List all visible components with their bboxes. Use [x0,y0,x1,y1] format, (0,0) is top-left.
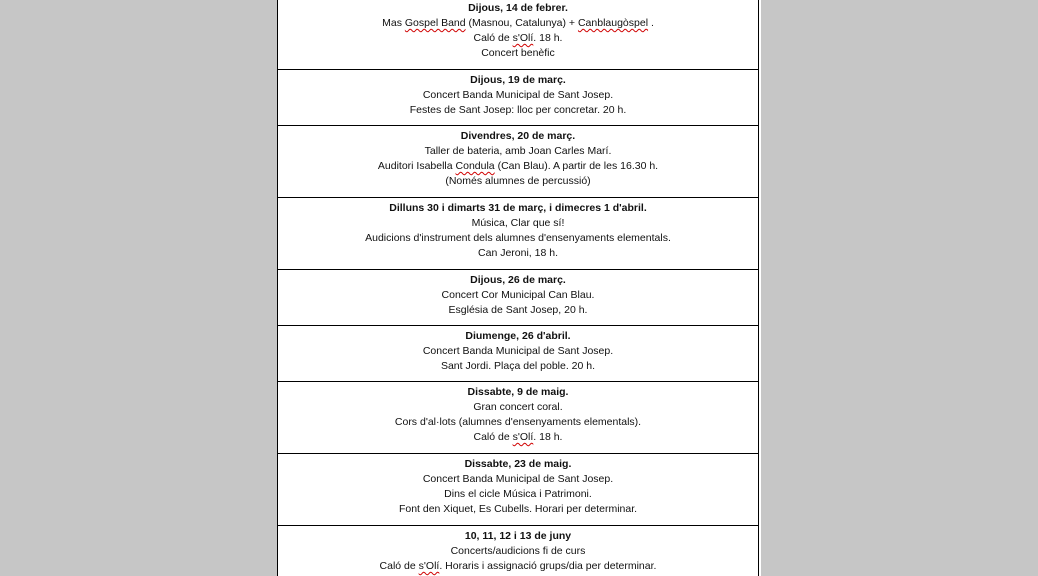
spellcheck-flagged-word: Gospel Band [404,17,466,29]
event-detail-line [278,231,758,246]
event-detail-line [278,144,758,159]
event-cell [277,326,759,382]
spellcheck-flagged-word: s'Olí [512,431,534,443]
text-run: Concert benèfic [481,47,555,59]
text-run: Taller de bateria, amb Joan Carles Marí. [424,145,612,157]
text-run: Audicions d'instrument dels alumnes d'ensenyaments elementals. [365,232,671,244]
spellcheck-flagged-word: Canblaugòspel [577,17,649,29]
event-cell [277,454,759,526]
spellcheck-flagged-word: s'Olí [418,560,440,572]
text-run: Auditori Isabella [377,160,456,172]
event-cell [277,198,759,270]
text-run: Mas [382,17,405,29]
event-detail-line [278,88,758,103]
text-run: Música, Clar que sí! [471,217,565,229]
text-run: Cors d'al·lots (alumnes d'ensenyaments elementals). [394,416,642,428]
event-detail-line [278,359,758,374]
event-detail-line [278,16,758,31]
event-cell [277,382,759,454]
text-run: . 18 h. [533,32,563,44]
event-detail-line [278,103,758,118]
event-detail-line [278,544,758,559]
event-detail-line [278,288,758,303]
text-run: (Només alumnes de percussió) [445,175,591,187]
event-detail-line [278,430,758,445]
text-run: (Can Blau). A partir de les 16.30 h. [494,160,659,172]
event-detail-line [278,400,758,415]
event-date: Diumenge, 26 d'abril. [465,330,571,342]
event-cell [277,526,759,576]
event-detail-line [278,31,758,46]
spellcheck-flagged-word: s'Olí [512,32,534,44]
text-run: Concert Banda Municipal de Sant Josep. [422,89,614,101]
text-run: Caló de [379,560,419,572]
event-detail-line [278,216,758,231]
text-run: Caló de [473,431,513,443]
text-run: Festes de Sant Josep: lloc per concretar. 20 h. [409,104,627,116]
event-detail-line [278,174,758,189]
event-date: Dissabte, 23 de maig. [464,458,572,470]
text-run: Església de Sant Josep, 20 h. [448,304,588,316]
event-detail-line [278,487,758,502]
event-date: Dissabte, 9 de maig. [467,386,569,398]
event-date: Dilluns 30 i dimarts 31 de març, i dimecres 1 d'abril. [389,202,647,214]
text-run: Concert Cor Municipal Can Blau. [441,289,595,301]
event-cell [277,270,759,326]
event-detail-line [278,502,758,517]
event-detail-line [278,472,758,487]
text-run: Dins el cicle Música i Patrimoni. [444,488,592,500]
event-detail-line [278,559,758,574]
text-run: Caló de [473,32,513,44]
event-date: 10, 11, 12 i 13 de juny [464,530,572,542]
event-detail-line [278,246,758,261]
event-detail-line [278,303,758,318]
event-detail-line [278,344,758,359]
text-run: . [648,17,654,29]
text-run: Concert Banda Municipal de Sant Josep. [422,473,614,485]
event-detail-line [278,46,758,61]
text-run: (Masnou, Catalunya) + [465,17,578,29]
event-detail-line [278,415,758,430]
event-date: Dijous, 14 de febrer. [468,2,568,14]
text-run: Concert Banda Municipal de Sant Josep. [422,345,614,357]
text-run: . Horaris i assignació grups/dia per determinar. [439,560,657,572]
event-date: Divendres, 20 de març. [460,130,576,142]
event-date: Dijous, 19 de març. [470,74,566,86]
text-run: Sant Jordi. Plaça del poble. 20 h. [440,360,596,372]
event-detail-line [278,159,758,174]
document-page [277,0,761,576]
text-run: Concerts/audicions fi de curs [450,545,586,557]
text-run: Gran concert coral. [473,401,563,413]
event-cell [277,70,759,126]
event-date: Dijous, 26 de març. [470,274,566,286]
event-cell [277,126,759,198]
event-cell [277,0,759,70]
spellcheck-flagged-word: Condula [455,160,495,172]
text-run: . 18 h. [533,431,563,443]
text-run: Font den Xiquet, Es Cubells. Horari per determinar. [398,503,638,515]
text-run: Can Jeroni, 18 h. [478,247,558,259]
